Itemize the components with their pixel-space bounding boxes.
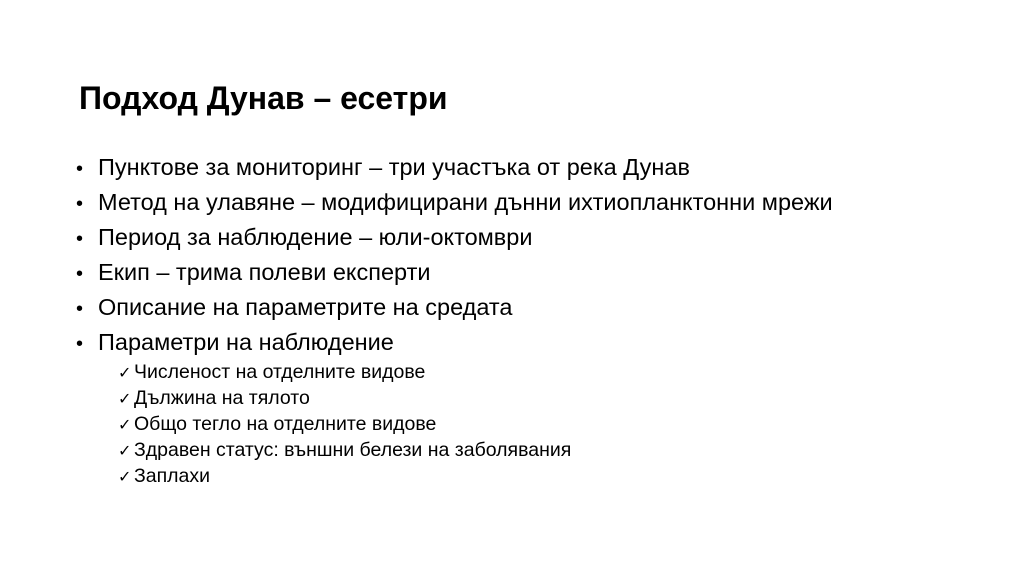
bullet-icon: • (76, 228, 84, 250)
bullet-icon: • (76, 333, 84, 355)
bullet-item (76, 185, 833, 220)
bullet-text: Пунктове за мониторинг – три участъка от река Дунав (98, 154, 690, 180)
bullet-item (76, 150, 833, 185)
checkmark-icon: ✓ (118, 443, 132, 460)
checklist-item (118, 359, 571, 385)
bullet-icon: • (76, 193, 84, 215)
bullet-icon: • (76, 298, 84, 320)
bullet-item (76, 325, 833, 360)
checkmark-icon: ✓ (118, 417, 132, 434)
checklist-item (118, 385, 571, 411)
checkmark-icon: ✓ (118, 391, 132, 408)
checklist (118, 359, 571, 489)
bullet-icon: • (76, 158, 84, 180)
slide-title: Подход Дунав – есетри (79, 80, 448, 116)
checkmark-icon: ✓ (118, 365, 132, 382)
checklist-item (118, 411, 571, 437)
checklist-text: Численост на отделните видове (134, 361, 426, 383)
checklist-text: Общо тегло на отделните видове (134, 413, 437, 435)
bullet-item (76, 220, 833, 255)
checklist-item (118, 463, 571, 489)
checkmark-icon: ✓ (118, 469, 132, 486)
checklist-text: Заплахи (134, 465, 211, 487)
bullet-icon: • (76, 263, 84, 285)
bullet-text: Метод на улавяне – модифицирани дънни ихтиопланктонни мрежи (98, 189, 833, 215)
checklist-item (118, 437, 571, 463)
bullet-item (76, 290, 833, 325)
bullet-text: Период за наблюдение – юли-октомври (98, 224, 533, 250)
checklist-text: Дължина на тялото (134, 387, 310, 409)
bullet-text: Параметри на наблюдение (98, 329, 394, 355)
bullet-text: Екип – трима полеви експерти (98, 259, 431, 285)
bullet-text: Описание на параметрите на средата (98, 294, 513, 320)
checklist-text: Здравен статус: външни белези на заболявания (134, 439, 572, 461)
bullet-item (76, 255, 833, 290)
bullet-list (76, 150, 833, 360)
